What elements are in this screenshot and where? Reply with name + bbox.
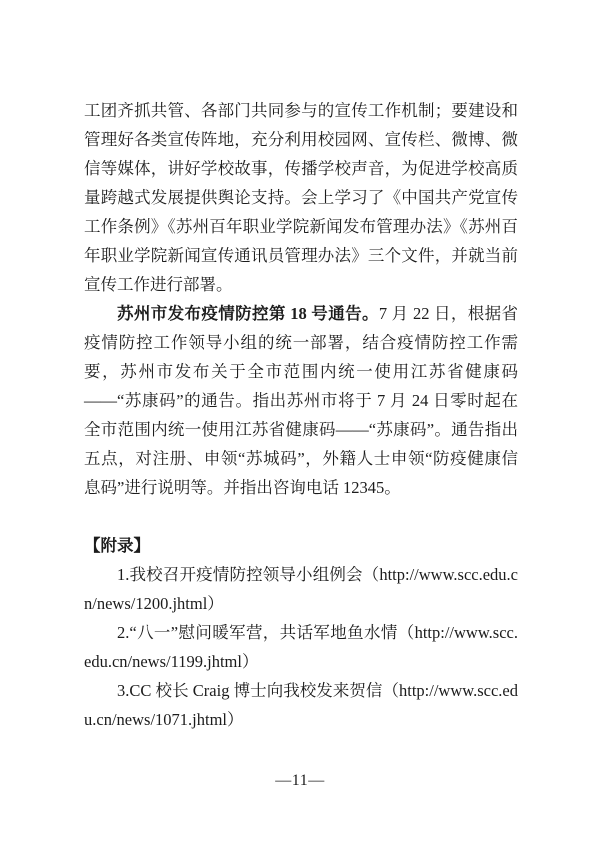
paragraph-continuation: 工团齐抓共管、各部门共同参与的宣传工作机制；要建设和管理好各类宣传阵地，充分利用校园网、宣传栏、微博、微信等媒体，讲好学校故事，传播学校声音，为促进学校高质量跨越式发展提供舆论支持。会上学习了《中国共产党宣传工作条例》《苏州百年职业学院新闻发布管理办法》《苏州百年职业学院新闻宣传通讯员管理办法》三个文件，并就当前宣传工作进行部署。 [84, 101, 518, 294]
page-number: —11— [275, 772, 325, 789]
page-content [84, 96, 518, 734]
appendix-item-1: 1.我校召开疫情防控领导小组例会（http://www.scc.edu.cn/news/1200.jhtml） [84, 565, 518, 613]
notice-paragraph [84, 299, 518, 502]
appendix-item-2: 2.“八一”慰问暖军营，共话军地鱼水情（http://www.scc.edu.cn/news/1199.jhtml） [84, 623, 518, 671]
notice-title-bold: 苏州市发布疫情防控第 18 号通告。 [117, 304, 379, 323]
appendix-item-3: 3.CC 校长 Craig 博士向我校发来贺信（http://www.scc.edu.cn/news/1071.jhtml） [84, 681, 518, 729]
appendix-heading: 【附录】 [84, 536, 150, 555]
notice-body: 7 月 22 日，根据省疫情防控工作领导小组的统一部署，结合疫情防控工作需要，苏州市发布关于全市范围内统一使用江苏省健康码——“苏康码”的通告。指出苏州市将于 7 月 24 日零时起在全市范围内统一使用江苏省健康码——“苏康码”。通告指出五点，对注册、申领“苏城码”，外籍人士申领“防疫健康信息码”进行说明等。并指出咨询电话 12345。 [84, 304, 519, 497]
